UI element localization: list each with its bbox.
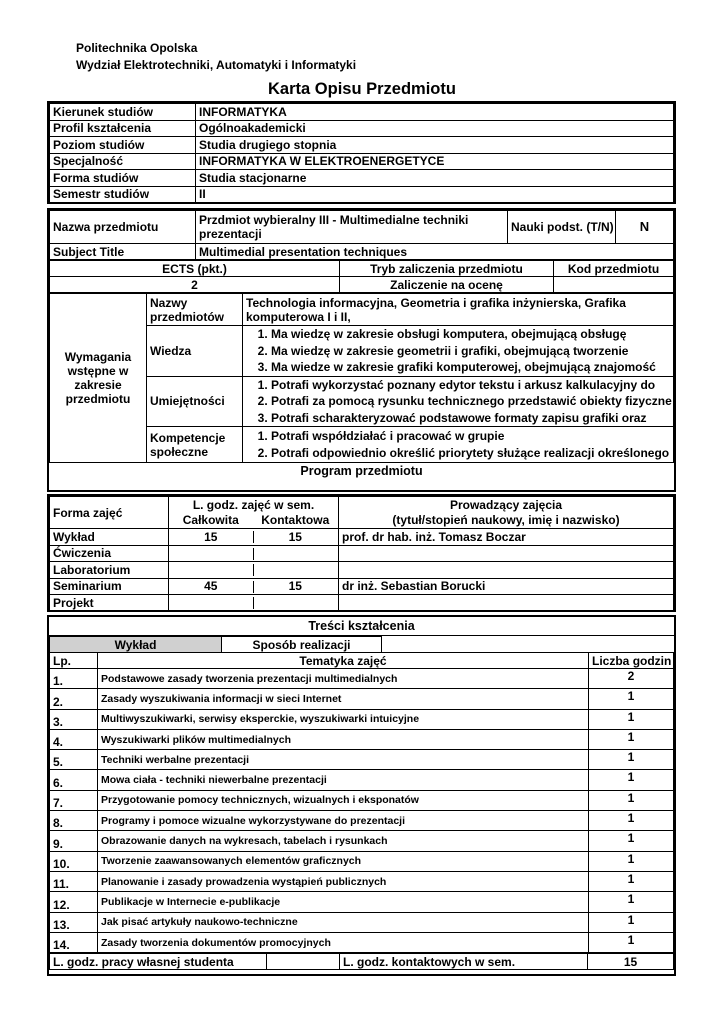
column-separator — [253, 564, 254, 576]
topic-lp: 6. — [50, 770, 98, 790]
course-code-value — [554, 277, 674, 293]
program-row — [50, 562, 674, 579]
topic-row — [50, 669, 674, 689]
topic-lp: 1. — [50, 669, 98, 689]
study-info-table — [47, 101, 676, 204]
topic-hours: 1 — [589, 709, 674, 729]
topic-label: Tematyka zajęć — [98, 653, 589, 669]
topic-hours: 1 — [589, 871, 674, 891]
study-info-label: Forma studiów — [50, 170, 196, 187]
topic-hours: 1 — [589, 689, 674, 709]
hours-count-label: Liczba godzin — [589, 653, 674, 669]
study-info-value: II — [196, 186, 674, 203]
basic-science-label: Nauki podst. (T/N) — [508, 211, 616, 244]
own-work-label: L. godz. pracy własnej studenta — [50, 954, 267, 970]
topic-hours: 1 — [589, 790, 674, 810]
knowledge-item: 2. Ma wiedzę w zakresie geometrii i grafiki, obejmującą tworzenie — [271, 343, 670, 360]
content-heading: Treści kształcenia — [49, 617, 674, 636]
program-row — [50, 578, 674, 595]
knowledge-list — [246, 326, 670, 376]
teacher-sub-label: (tytuł/stopień naukowy, imię i nazwisko) — [339, 513, 674, 529]
topic-hours: 1 — [589, 831, 674, 851]
topic-lp: 14. — [50, 932, 98, 952]
topic-hours: 1 — [589, 750, 674, 770]
subject-name-label: Nazwa przedmiotu — [50, 211, 196, 244]
content-table — [47, 615, 676, 976]
program-total-hours: 45 — [169, 578, 253, 595]
basic-science-value: N — [616, 211, 674, 244]
topic-lp: 13. — [50, 912, 98, 932]
topic-lp: 8. — [50, 811, 98, 831]
contact-total-label: L. godz. kontaktowych w sem. — [340, 954, 588, 970]
study-info-value: INFORMATYKA W ELEKTROENERGETYCE — [196, 153, 674, 170]
program-form: Ćwiczenia — [50, 545, 169, 562]
topic-row — [50, 811, 674, 831]
program-contact-hours: 15 — [288, 579, 302, 594]
program-heading: Program przedmiotu — [300, 464, 423, 478]
program-teacher: prof. dr hab. inż. Tomasz Boczar — [339, 529, 674, 546]
topic-lp: 5. — [50, 750, 98, 770]
program-contact-hours: 15 — [288, 529, 302, 544]
lp-label: Lp. — [50, 653, 98, 669]
column-separator — [253, 581, 254, 593]
topic-text: Publikacje w Internecie e-publikacje — [98, 892, 589, 912]
topic-row — [50, 729, 674, 749]
program-total-hours — [169, 545, 253, 562]
contact-total-value: 15 — [588, 954, 674, 970]
social-list — [246, 428, 670, 461]
contact-hours-label: Kontaktowa — [253, 513, 339, 529]
program-contact-cell — [253, 578, 339, 595]
topic-lp: 4. — [50, 729, 98, 749]
ects-value: 2 — [50, 277, 340, 293]
topic-row — [50, 851, 674, 871]
topic-hours: 1 — [589, 811, 674, 831]
skills-list — [246, 377, 670, 427]
study-info-label: Specjalność — [50, 153, 196, 170]
own-work-value — [267, 954, 340, 970]
topic-row — [50, 770, 674, 790]
topic-lp: 9. — [50, 831, 98, 851]
study-info-row — [50, 137, 674, 154]
study-info-label: Profil kształcenia — [50, 120, 196, 137]
assessment-mode-label: Tryb zaliczenia przedmiotu — [340, 261, 554, 277]
skills-label: Umiejętności — [147, 376, 243, 427]
program-teacher: dr inż. Sebastian Borucki — [339, 578, 674, 595]
column-separator — [253, 531, 254, 543]
program-form: Wykład — [50, 529, 169, 546]
topic-row — [50, 932, 674, 952]
skills-item: 3. Potrafi scharakteryzować podstawowe formaty zapisu grafiki oraz — [271, 410, 670, 427]
topic-text: Zasady tworzenia dokumentów promocyjnych — [98, 932, 589, 952]
study-info-row — [50, 104, 674, 121]
page-title: Karta Opisu Przedmiotu — [268, 80, 456, 98]
program-row — [50, 595, 674, 612]
program-contact-cell — [253, 545, 339, 562]
topic-row — [50, 892, 674, 912]
prerequisites-label: Wymagania wstępne w zakresie przedmiotu — [50, 294, 147, 463]
program-form: Seminarium — [50, 578, 169, 595]
subject-name-value: Przdmiot wybieralny III - Multimedialne techniki prezentacji — [196, 211, 508, 244]
topic-text: Tworzenie zaawansowanych elementów graficznych — [98, 851, 589, 871]
program-contact-cell — [253, 562, 339, 579]
topic-row — [50, 750, 674, 770]
study-info-row — [50, 120, 674, 137]
realization-method-label: Sposób realizacji — [222, 637, 382, 653]
total-hours-label: Całkowita — [169, 513, 253, 529]
study-info-value: Studia stacjonarne — [196, 170, 674, 187]
topic-hours: 1 — [589, 892, 674, 912]
subject-title-value: Multimedial presentation techniques — [196, 244, 674, 260]
topic-text: Programy i pomoce wizualne wykorzystywane do prezentacji — [98, 811, 589, 831]
subject-table — [47, 208, 676, 492]
study-info-row — [50, 186, 674, 203]
assessment-mode-value: Zaliczenie na ocenę — [340, 277, 554, 293]
program-contact-cell — [253, 529, 339, 546]
program-contact-cell — [253, 595, 339, 612]
skills-item: 1. Potrafi wykorzystać poznany edytor tekstu i arkusz kalkulacyjny do — [271, 377, 670, 394]
topic-text: Obrazowanie danych na wykresach, tabelach i rysunkach — [98, 831, 589, 851]
topic-hours: 1 — [589, 770, 674, 790]
program-form: Laboratorium — [50, 562, 169, 579]
study-info-label: Semestr studiów — [50, 186, 196, 203]
social-item: 1. Potrafi współdziałać i pracować w grupie — [271, 428, 670, 445]
program-row — [50, 545, 674, 562]
topic-hours: 1 — [589, 729, 674, 749]
study-info-value: INFORMATYKA — [196, 104, 674, 121]
study-info-label: Poziom studiów — [50, 137, 196, 154]
column-separator — [253, 548, 254, 560]
topic-lp: 2. — [50, 689, 98, 709]
program-table — [47, 494, 676, 612]
topic-lp: 3. — [50, 709, 98, 729]
social-item: 2. Potrafi odpowiednio określić priorytety służące realizacji określonego — [271, 445, 670, 462]
knowledge-item: 1. Ma wiedzę w zakresie obsługi komputera, obejmującą obsługę — [271, 326, 670, 343]
topic-lp: 7. — [50, 790, 98, 810]
social-competence-label: Kompetencje społeczne — [147, 427, 243, 463]
program-form: Projekt — [50, 595, 169, 612]
knowledge-label: Wiedza — [147, 326, 243, 377]
program-total-hours — [169, 595, 253, 612]
topic-row — [50, 790, 674, 810]
topic-lp: 11. — [50, 871, 98, 891]
program-row — [50, 529, 674, 546]
topic-text: Zasady wyszukiwania informacji w sieci Internet — [98, 689, 589, 709]
skills-item: 2. Potrafi za pomocą rysunku technicznego przedstawić obiekty fizyczne — [271, 393, 670, 410]
faculty-name: Wydział Elektrotechniki, Automatyki i Informatyki — [76, 58, 357, 72]
prereq-subjects-label: Nazwy przedmiotów — [147, 294, 243, 326]
study-info-row — [50, 153, 674, 170]
topic-text: Techniki werbalne prezentacji — [98, 750, 589, 770]
topic-lp: 12. — [50, 892, 98, 912]
program-teacher — [339, 595, 674, 612]
ects-label: ECTS (pkt.) — [50, 261, 340, 277]
program-total-hours: 15 — [169, 529, 253, 546]
study-info-value: Ogólnoakademicki — [196, 120, 674, 137]
topic-row — [50, 689, 674, 709]
course-code-label: Kod przedmiotu — [554, 261, 674, 277]
topic-text: Jak pisać artykuły naukowo-techniczne — [98, 912, 589, 932]
topic-text: Wyszukiwarki plików multimedialnych — [98, 729, 589, 749]
university-name: Politechnika Opolska — [76, 41, 198, 55]
study-info-row — [50, 170, 674, 187]
topic-text: Mowa ciała - techniki niewerbalne prezentacji — [98, 770, 589, 790]
teacher-label: Prowadzący zajęcia — [339, 497, 674, 513]
hours-label: L. godz. zajęć w sem. — [169, 497, 339, 513]
topic-lp: 10. — [50, 851, 98, 871]
topic-text: Podstawowe zasady tworzenia prezentacji multimedialnych — [98, 669, 589, 689]
knowledge-item: 3. Ma wiedze w zakresie grafiki komputerowej, obejmującą znajomość — [271, 359, 670, 376]
program-teacher — [339, 562, 674, 579]
program-total-hours — [169, 562, 253, 579]
form-label: Forma zajęć — [50, 497, 169, 529]
program-teacher — [339, 545, 674, 562]
topic-text: Przygotowanie pomocy technicznych, wizualnych i eksponatów — [98, 790, 589, 810]
study-info-value: Studia drugiego stopnia — [196, 137, 674, 154]
content-type-label: Wykład — [50, 637, 222, 653]
topic-row — [50, 831, 674, 851]
topic-text: Multiwyszukiwarki, serwisy eksperckie, wyszukiwarki intuicyjne — [98, 709, 589, 729]
topic-hours: 2 — [589, 669, 674, 689]
subject-title-label: Subject Title — [50, 244, 196, 260]
column-separator — [253, 597, 254, 609]
topic-row — [50, 912, 674, 932]
prereq-subjects-value: Technologia informacyjna, Geometria i grafika inżynierska, Grafika komputerowa I i II, — [243, 294, 674, 326]
topic-hours: 1 — [589, 932, 674, 952]
topic-hours: 1 — [589, 912, 674, 932]
topic-row — [50, 871, 674, 891]
study-info-label: Kierunek studiów — [50, 104, 196, 121]
topic-row — [50, 709, 674, 729]
topic-text: Planowanie i zasady prowadzenia wystąpień publicznych — [98, 871, 589, 891]
topic-hours: 1 — [589, 851, 674, 871]
